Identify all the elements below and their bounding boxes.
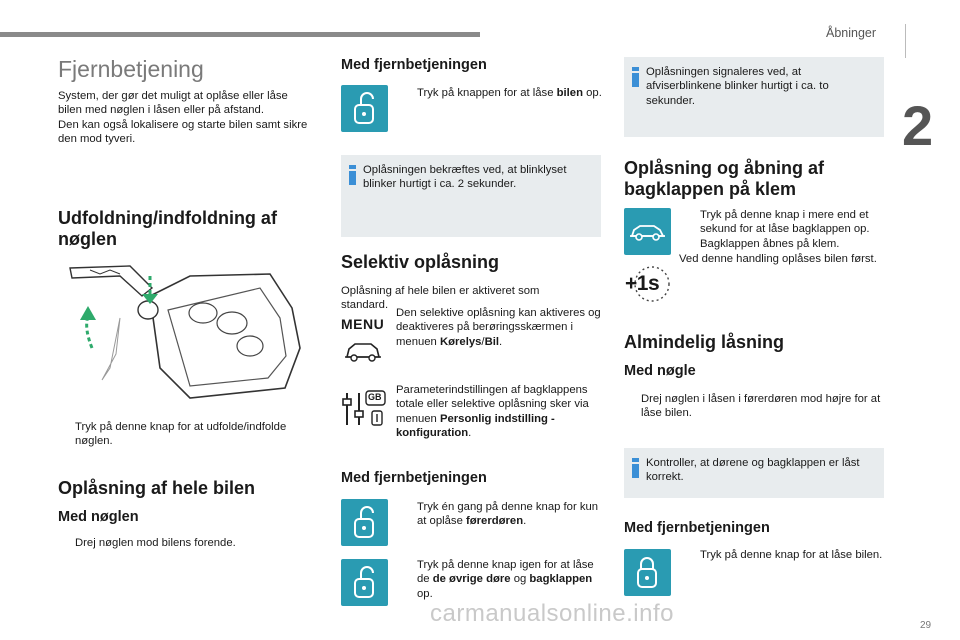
selective-heading: Selektiv oplåsning xyxy=(341,252,500,272)
language-badge: GB xyxy=(368,392,382,402)
trunk-bullet: Tryk på denne knap i mere end et sekund for at låse bagklappen op. Bagklappen åbnes på klem. xyxy=(700,209,870,250)
info-box-confirm: Oplåsningen bekræftes ved, at blinklyset blinker hurtigt i ca. 2 sekunder. xyxy=(341,155,601,237)
info-icon xyxy=(632,458,639,478)
fold-heading: Udfoldning/indfoldning af nøglen xyxy=(58,208,277,249)
unlock-button-icon xyxy=(341,85,388,132)
unlock-all-heading: Oplåsning af hele bilen xyxy=(58,478,256,498)
remote2-heading: Med fjernbetjeningen xyxy=(341,470,487,486)
trunk-button-icon xyxy=(624,208,671,255)
selective-p2: Parameterindstillingen af bagklappens totale eller selektive oplåsning sker via menuen Personlig indstilling - konfiguration. xyxy=(396,384,589,440)
info-icon xyxy=(632,67,639,87)
key-fob-illustration xyxy=(60,258,320,408)
info-icon xyxy=(349,165,356,185)
lock-remote-heading: Med fjernbetjeningen xyxy=(624,520,770,536)
car-outline-icon xyxy=(343,337,383,365)
lock-button-icon xyxy=(624,549,671,596)
lock-key-heading: Med nøgle xyxy=(624,363,696,379)
info-box-signal: Oplåsningen signaleres ved, at afviserblinkene blinker hurtigt i ca. to sekunder. xyxy=(624,57,884,137)
watermark: carmanualsonline.info xyxy=(430,600,674,627)
selective-intro: Oplåsning af hele bilen er aktiveret som standard. xyxy=(341,285,540,312)
unlock-button-icon-2 xyxy=(341,499,388,546)
lock-key-bullet: Drej nøglen i låsen i førerdøren mod højre for at låse bilen. xyxy=(641,393,881,420)
menu-label: MENU xyxy=(341,316,385,332)
tab-divider xyxy=(905,24,906,58)
page-number: 29 xyxy=(920,620,932,631)
intro-text: System, der gør det muligt at oplåse eller låse bilen med nøglen i låsen eller på afstand. Den kan også lokalisere og starte bilen samt sikre den mod tyveri. xyxy=(58,90,308,146)
selective-p1: Den selektive oplåsning kan aktiveres og deaktiveres på berøringsskærmen i menuen Kørelys/Bil. xyxy=(396,307,601,348)
trunk-heading: Oplåsning og åbning af bagklappen på klem xyxy=(624,158,824,199)
plus-one-second-icon: +1s xyxy=(624,264,672,304)
chapter-number: 2 xyxy=(902,94,934,157)
settings-sliders-icon xyxy=(341,389,387,429)
page-title: Fjernbetjening xyxy=(58,56,204,82)
info-box-check: Kontroller, at dørene og bagklappen er låst korrekt. xyxy=(624,448,884,498)
fold-bullet: Tryk på denne knap for at udfolde/indfolde nøglen. xyxy=(75,421,287,448)
remote2-bullet-1: Tryk én gang på denne knap for kun at oplåse førerdøren. xyxy=(417,501,599,528)
header-bar xyxy=(0,32,480,37)
lock-heading: Almindelig låsning xyxy=(624,332,785,352)
remote-bullet: Tryk på knappen for at låse bilen op. xyxy=(417,87,602,99)
remote-heading: Med fjernbetjeningen xyxy=(341,57,487,73)
lock-remote-bullet: Tryk på denne knap for at låse bilen. xyxy=(700,549,883,561)
with-key-bullet: Drej nøglen mod bilens forende. xyxy=(75,537,236,549)
section-name: Åbninger xyxy=(826,26,877,40)
trunk-note: Ved denne handling oplåses bilen først. xyxy=(679,253,877,265)
remote2-bullet-2: Tryk på denne knap igen for at låse de de øvrige døre og bagklappen op. xyxy=(417,559,594,600)
with-key-heading: Med nøglen xyxy=(58,509,139,525)
unlock-button-icon-3 xyxy=(341,559,388,606)
